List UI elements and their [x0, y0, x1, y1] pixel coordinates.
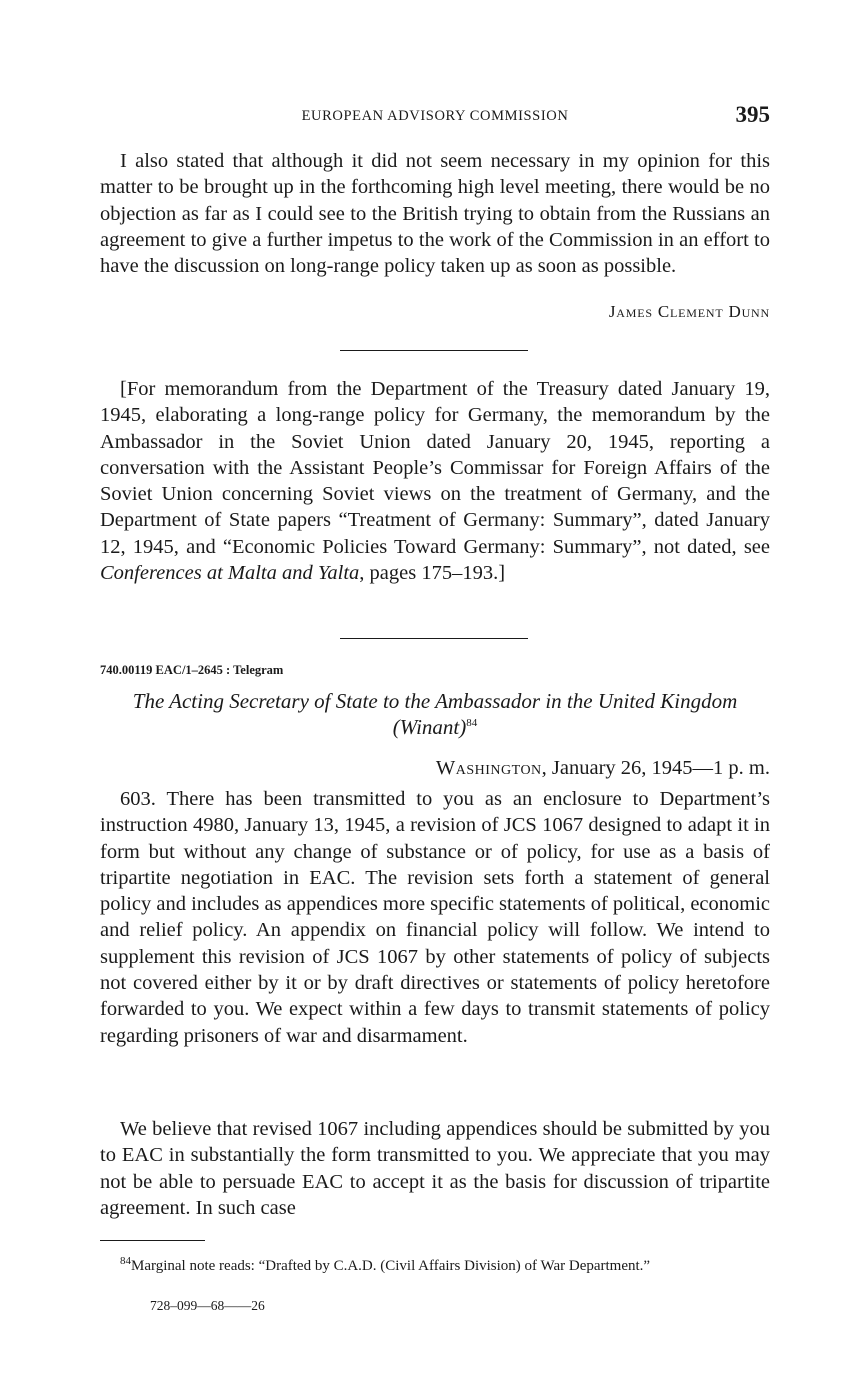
running-head [100, 104, 770, 130]
signature: James Clement Dunn [608, 302, 770, 321]
editorial-note-text: [For memorandum from the Department of the Treasury dated January 19, 1945, elaborating a long-range policy for Germany, the memorandum by the Ambassador in the Soviet Union dated January 20, 1945, reporting a conversation with the Assistant People’s Commissar for Foreign Affairs of the Soviet Union concerning Soviet views on the treatment of Germany, and the Department of State papers “Treatment of Germany: Summary”, dated January 12, 1945, and “Economic Policies Toward Germany: Summary”, not dated, see [100, 378, 770, 558]
footnote-ref: 84 [466, 717, 478, 729]
footnote-marker: 84 [120, 1255, 131, 1267]
section-divider-1 [340, 350, 528, 351]
print-code: 728–099—68——26 [150, 1298, 265, 1313]
telegram-paragraph-2: We believe that revised 1067 including appendices should be submitted by you to EAC in substantially the form transmitted to you. We appreciate that you may not be able to persuade EAC to accept it as the basis for discussion of tripartite agreement. In such case [100, 1118, 770, 1219]
editorial-note [100, 376, 770, 586]
editorial-note-citation: Conferences at Malta and Yalta [100, 562, 360, 585]
document-title [100, 688, 770, 740]
document-title-text: The Acting Secretary of State to the Ambassador in the United Kingdom (Winant) [132, 689, 738, 739]
footnote-text: Marginal note reads: “Drafted by C.A.D. (Civil Affairs Division) of War Department.” [131, 1258, 651, 1274]
running-title: EUROPEAN ADVISORY COMMISSION [301, 108, 569, 124]
telegram-paragraph-1: 603. There has been transmitted to you as an enclosure to Department’s instruction 4980, January 13, 1945, a revision of JCS 1067 designed to adapt it in form but without any change of substance or of policy, for use as a basis of tripartite negotiation in EAC. The revision sets forth a statement of general policy and includes as appendices more specific statements of political, economic and relief policy. An appendix on financial policy will follow. We intend to supplement this revision of JCS 1067 by other statements of policy of subjects not covered either by it or by draft directives or statements of policy heretofore forwarded to you. We expect within a few days to transmit statements of policy regarding prisoners of war and disarmament. [100, 788, 771, 1047]
dateline [436, 757, 770, 780]
page-number: 395 [735, 102, 770, 127]
section-divider-2 [340, 638, 528, 639]
editorial-note-pages: , pages 175–193.] [359, 562, 506, 585]
dateline-date: , January 26, 1945—1 p. m. [541, 757, 770, 779]
footnote-rule [100, 1240, 205, 1241]
footnote [100, 1257, 770, 1276]
file-reference: 740.00119 EAC/1–2645 : Telegram [100, 663, 284, 677]
dateline-place: Washington [435, 757, 542, 779]
closing-paragraph: I also stated that although it did not seem necessary in my opinion for this matter to be brought up in the forthcoming high level meeting, there would be no objection as far as I could see to the British trying to obtain from the Russians an agreement to give a further impetus to the work of the Commission in an effort to have the discussion on long-range policy taken up as soon as possible. [100, 150, 770, 278]
